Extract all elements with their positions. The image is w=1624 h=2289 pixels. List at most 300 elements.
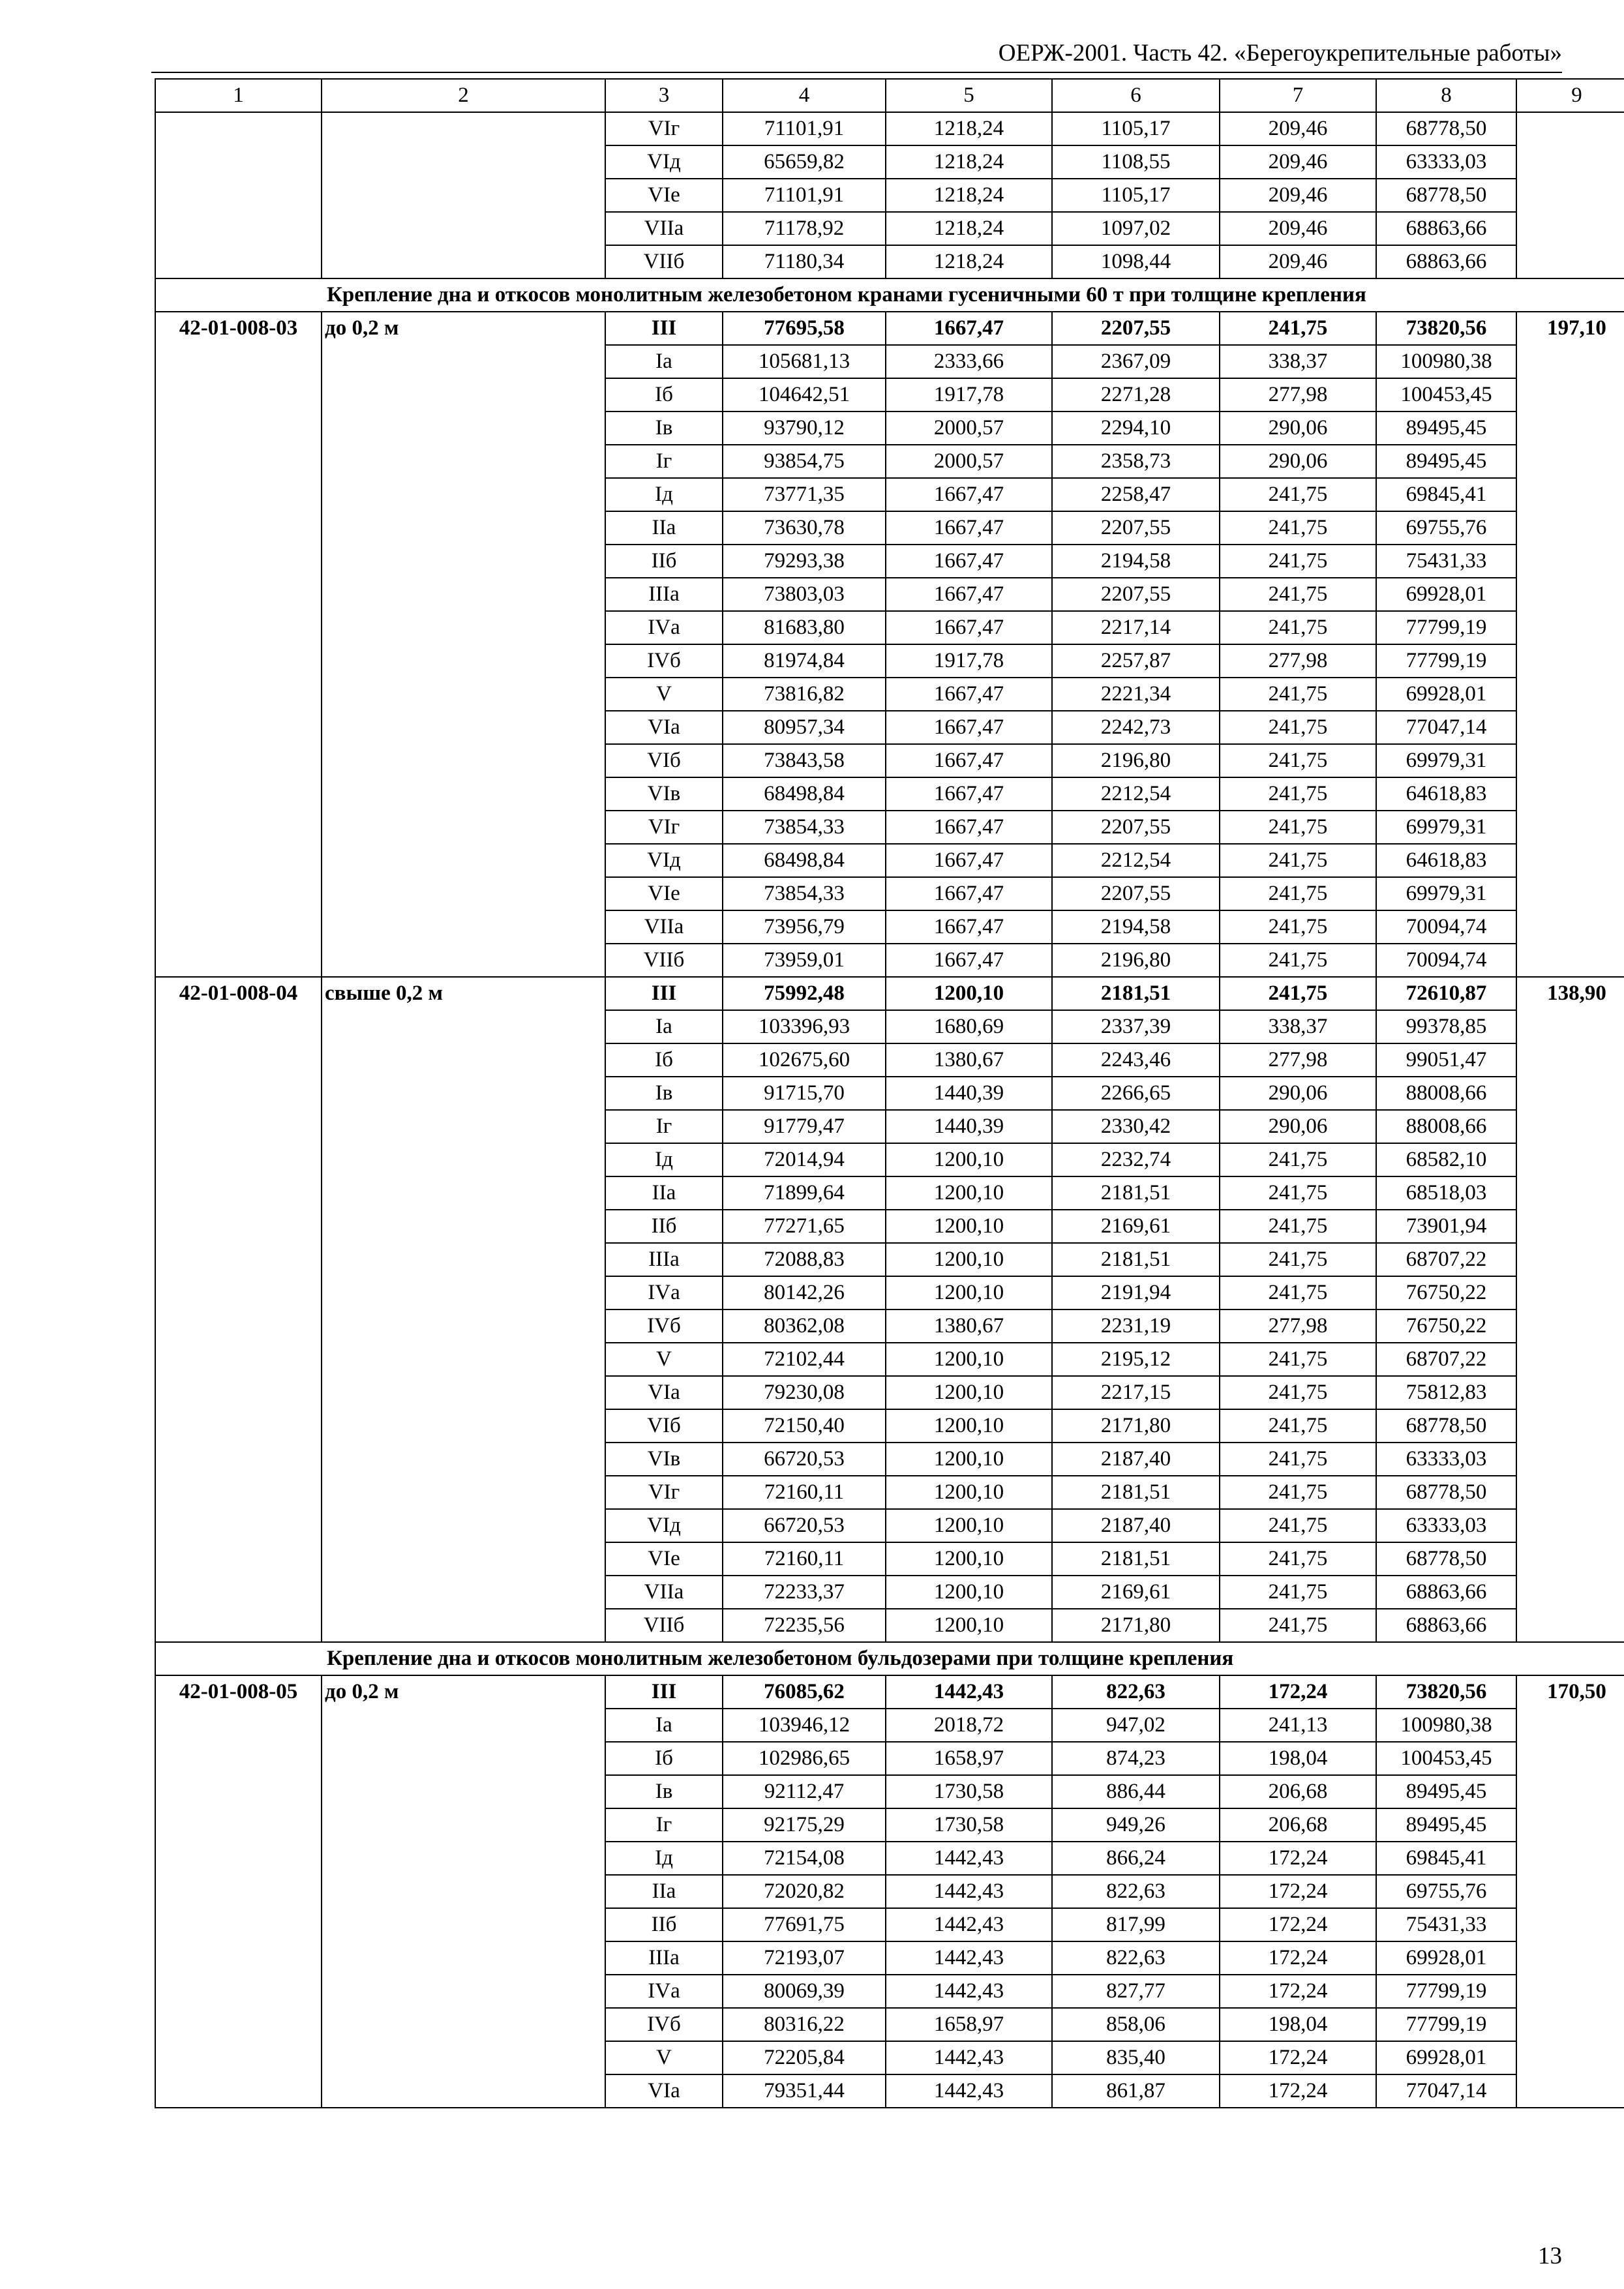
zone-cell: III bbox=[605, 977, 723, 1010]
labor-cell: 197,10 bbox=[1516, 312, 1624, 977]
total-cost-cell: 71180,34 bbox=[723, 245, 886, 278]
machine-cost-cell: 1097,02 bbox=[1052, 212, 1220, 245]
total-cost-cell: 71178,92 bbox=[723, 212, 886, 245]
column-number: 1 bbox=[155, 79, 322, 112]
machinist-wage-cell: 241,75 bbox=[1220, 678, 1376, 711]
total-cost-cell: 77695,58 bbox=[723, 312, 886, 345]
machine-cost-cell: 822,63 bbox=[1052, 1941, 1220, 1975]
total-cost-cell: 75992,48 bbox=[723, 977, 886, 1010]
wage-cell: 1380,67 bbox=[886, 1043, 1052, 1077]
machine-cost-cell: 1108,55 bbox=[1052, 145, 1220, 179]
wage-cell: 1200,10 bbox=[886, 1343, 1052, 1376]
machine-cost-cell: 2196,80 bbox=[1052, 944, 1220, 977]
column-number: 3 bbox=[605, 79, 723, 112]
materials-cell: 69979,31 bbox=[1376, 811, 1516, 844]
materials-cell: 69928,01 bbox=[1376, 578, 1516, 611]
machine-cost-cell: 2217,14 bbox=[1052, 611, 1220, 644]
total-cost-cell: 102675,60 bbox=[723, 1043, 886, 1077]
machinist-wage-cell: 198,04 bbox=[1220, 2008, 1376, 2041]
machine-cost-cell: 2232,74 bbox=[1052, 1143, 1220, 1176]
machine-cost-cell: 2217,15 bbox=[1052, 1376, 1220, 1409]
machine-cost-cell: 835,40 bbox=[1052, 2041, 1220, 2074]
total-cost-cell: 79230,08 bbox=[723, 1376, 886, 1409]
wage-cell: 1442,43 bbox=[886, 1842, 1052, 1875]
machinist-wage-cell: 198,04 bbox=[1220, 1742, 1376, 1775]
zone-cell: IVб bbox=[605, 2008, 723, 2041]
total-cost-cell: 80142,26 bbox=[723, 1276, 886, 1309]
machinist-wage-cell: 209,46 bbox=[1220, 179, 1376, 212]
machine-cost-cell: 2294,10 bbox=[1052, 411, 1220, 445]
materials-cell: 99378,85 bbox=[1376, 1010, 1516, 1043]
total-cost-cell: 73771,35 bbox=[723, 478, 886, 511]
column-number: 2 bbox=[322, 79, 605, 112]
zone-cell: IVб bbox=[605, 1309, 723, 1343]
zone-cell: Iа bbox=[605, 1010, 723, 1043]
machinist-wage-cell: 209,46 bbox=[1220, 245, 1376, 278]
zone-cell: Iа bbox=[605, 345, 723, 378]
zone-cell: VIг bbox=[605, 1476, 723, 1509]
wage-cell: 1667,47 bbox=[886, 744, 1052, 777]
materials-cell: 68778,50 bbox=[1376, 112, 1516, 145]
wage-cell: 1730,58 bbox=[886, 1775, 1052, 1808]
column-number-row bbox=[155, 79, 1624, 112]
machinist-wage-cell: 338,37 bbox=[1220, 1010, 1376, 1043]
machine-cost-cell: 2367,09 bbox=[1052, 345, 1220, 378]
machinist-wage-cell: 241,75 bbox=[1220, 1343, 1376, 1376]
total-cost-cell: 73816,82 bbox=[723, 678, 886, 711]
materials-cell: 69845,41 bbox=[1376, 478, 1516, 511]
labor-cell bbox=[1516, 112, 1624, 278]
materials-cell: 100980,38 bbox=[1376, 1709, 1516, 1742]
wage-cell: 2000,57 bbox=[886, 411, 1052, 445]
table-row bbox=[155, 977, 1624, 1010]
wage-cell: 1667,47 bbox=[886, 611, 1052, 644]
machine-cost-cell: 2194,58 bbox=[1052, 545, 1220, 578]
machine-cost-cell: 2330,42 bbox=[1052, 1110, 1220, 1143]
machinist-wage-cell: 241,75 bbox=[1220, 944, 1376, 977]
materials-cell: 75812,83 bbox=[1376, 1376, 1516, 1409]
zone-cell: IIб bbox=[605, 545, 723, 578]
materials-cell: 75431,33 bbox=[1376, 1908, 1516, 1941]
wage-cell: 1440,39 bbox=[886, 1110, 1052, 1143]
wage-cell: 1218,24 bbox=[886, 179, 1052, 212]
machine-cost-cell: 2181,51 bbox=[1052, 1542, 1220, 1576]
machinist-wage-cell: 241,75 bbox=[1220, 1176, 1376, 1210]
total-cost-cell: 80069,39 bbox=[723, 1975, 886, 2008]
machine-cost-cell: 2194,58 bbox=[1052, 910, 1220, 944]
zone-cell: VIIб bbox=[605, 245, 723, 278]
materials-cell: 76750,22 bbox=[1376, 1309, 1516, 1343]
zone-cell: VIа bbox=[605, 2074, 723, 2108]
wage-cell: 1917,78 bbox=[886, 644, 1052, 678]
column-number: 4 bbox=[723, 79, 886, 112]
total-cost-cell: 79351,44 bbox=[723, 2074, 886, 2108]
machinist-wage-cell: 277,98 bbox=[1220, 378, 1376, 411]
machinist-wage-cell: 241,75 bbox=[1220, 811, 1376, 844]
zone-cell: IVа bbox=[605, 1975, 723, 2008]
zone-cell: IIб bbox=[605, 1908, 723, 1941]
zone-cell: Iа bbox=[605, 1709, 723, 1742]
section-row bbox=[155, 1642, 1624, 1675]
total-cost-cell: 91715,70 bbox=[723, 1077, 886, 1110]
zone-cell: Iв bbox=[605, 411, 723, 445]
column-number: 6 bbox=[1052, 79, 1220, 112]
materials-cell: 77047,14 bbox=[1376, 2074, 1516, 2108]
materials-cell: 63333,03 bbox=[1376, 1509, 1516, 1542]
total-cost-cell: 104642,51 bbox=[723, 378, 886, 411]
materials-cell: 75431,33 bbox=[1376, 545, 1516, 578]
wage-cell: 1667,47 bbox=[886, 877, 1052, 910]
zone-cell: IIа bbox=[605, 1875, 723, 1908]
zone-cell: IIа bbox=[605, 1176, 723, 1210]
price-table bbox=[155, 78, 1624, 2108]
machine-cost-cell: 2181,51 bbox=[1052, 1176, 1220, 1210]
materials-cell: 68778,50 bbox=[1376, 1409, 1516, 1443]
machine-cost-cell: 1105,17 bbox=[1052, 112, 1220, 145]
wage-cell: 1658,97 bbox=[886, 2008, 1052, 2041]
machine-cost-cell: 2181,51 bbox=[1052, 1243, 1220, 1276]
zone-cell: V bbox=[605, 1343, 723, 1376]
wage-cell: 1200,10 bbox=[886, 1576, 1052, 1609]
section-row bbox=[155, 278, 1624, 312]
materials-cell: 69928,01 bbox=[1376, 678, 1516, 711]
machine-cost-cell: 2266,65 bbox=[1052, 1077, 1220, 1110]
materials-cell: 73820,56 bbox=[1376, 1675, 1516, 1709]
total-cost-cell: 68498,84 bbox=[723, 777, 886, 811]
wage-cell: 1667,47 bbox=[886, 578, 1052, 611]
machinist-wage-cell: 172,24 bbox=[1220, 2041, 1376, 2074]
zone-cell: Iд bbox=[605, 1842, 723, 1875]
total-cost-cell: 103946,12 bbox=[723, 1709, 886, 1742]
zone-cell: VIе bbox=[605, 1542, 723, 1576]
code-cell: 42-01-008-05 bbox=[155, 1675, 322, 2108]
total-cost-cell: 73843,58 bbox=[723, 744, 886, 777]
zone-cell: VIа bbox=[605, 711, 723, 744]
machine-cost-cell: 2187,40 bbox=[1052, 1443, 1220, 1476]
zone-cell: VIIа bbox=[605, 212, 723, 245]
zone-cell: VIIа bbox=[605, 910, 723, 944]
materials-cell: 99051,47 bbox=[1376, 1043, 1516, 1077]
materials-cell: 89495,45 bbox=[1376, 445, 1516, 478]
section-title: Крепление дна и откосов монолитным железобетоном кранами гусеничными 60 т при толщине крепления bbox=[155, 278, 1624, 312]
machine-cost-cell: 817,99 bbox=[1052, 1908, 1220, 1941]
machinist-wage-cell: 206,68 bbox=[1220, 1775, 1376, 1808]
machinist-wage-cell: 241,75 bbox=[1220, 1276, 1376, 1309]
wage-cell: 1200,10 bbox=[886, 1143, 1052, 1176]
machine-cost-cell: 822,63 bbox=[1052, 1875, 1220, 1908]
machine-cost-cell: 827,77 bbox=[1052, 1975, 1220, 2008]
total-cost-cell: 72235,56 bbox=[723, 1609, 886, 1642]
table-body bbox=[155, 79, 1624, 2108]
zone-cell: VIд bbox=[605, 1509, 723, 1542]
total-cost-cell: 71101,91 bbox=[723, 179, 886, 212]
zone-cell: VIг bbox=[605, 112, 723, 145]
wage-cell: 1667,47 bbox=[886, 711, 1052, 744]
machinist-wage-cell: 290,06 bbox=[1220, 411, 1376, 445]
machinist-wage-cell: 241,75 bbox=[1220, 511, 1376, 545]
machinist-wage-cell: 172,24 bbox=[1220, 1975, 1376, 2008]
total-cost-cell: 73959,01 bbox=[723, 944, 886, 977]
zone-cell: V bbox=[605, 2041, 723, 2074]
materials-cell: 88008,66 bbox=[1376, 1077, 1516, 1110]
total-cost-cell: 66720,53 bbox=[723, 1443, 886, 1476]
materials-cell: 70094,74 bbox=[1376, 944, 1516, 977]
total-cost-cell: 72088,83 bbox=[723, 1243, 886, 1276]
machinist-wage-cell: 241,75 bbox=[1220, 312, 1376, 345]
zone-cell: IIIа bbox=[605, 1243, 723, 1276]
wage-cell: 1200,10 bbox=[886, 1509, 1052, 1542]
machine-cost-cell: 2243,46 bbox=[1052, 1043, 1220, 1077]
machine-cost-cell: 2196,80 bbox=[1052, 744, 1220, 777]
machine-cost-cell: 2257,87 bbox=[1052, 644, 1220, 678]
machinist-wage-cell: 241,75 bbox=[1220, 877, 1376, 910]
zone-cell: IVа bbox=[605, 611, 723, 644]
total-cost-cell: 103396,93 bbox=[723, 1010, 886, 1043]
materials-cell: 72610,87 bbox=[1376, 977, 1516, 1010]
machine-cost-cell: 1098,44 bbox=[1052, 245, 1220, 278]
machine-cost-cell: 822,63 bbox=[1052, 1675, 1220, 1709]
machine-cost-cell: 2207,55 bbox=[1052, 811, 1220, 844]
total-cost-cell: 72233,37 bbox=[723, 1576, 886, 1609]
wage-cell: 1200,10 bbox=[886, 1476, 1052, 1509]
materials-cell: 64618,83 bbox=[1376, 777, 1516, 811]
machinist-wage-cell: 241,75 bbox=[1220, 1542, 1376, 1576]
zone-cell: VIд bbox=[605, 844, 723, 877]
machine-cost-cell: 861,87 bbox=[1052, 2074, 1220, 2108]
wage-cell: 2333,66 bbox=[886, 345, 1052, 378]
wage-cell: 1200,10 bbox=[886, 1176, 1052, 1210]
wage-cell: 1667,47 bbox=[886, 811, 1052, 844]
materials-cell: 69979,31 bbox=[1376, 877, 1516, 910]
materials-cell: 68863,66 bbox=[1376, 1576, 1516, 1609]
machinist-wage-cell: 241,75 bbox=[1220, 1509, 1376, 1542]
wage-cell: 1667,47 bbox=[886, 910, 1052, 944]
zone-cell: Iг bbox=[605, 1110, 723, 1143]
zone-cell: Iг bbox=[605, 1808, 723, 1842]
machinist-wage-cell: 241,75 bbox=[1220, 910, 1376, 944]
materials-cell: 69755,76 bbox=[1376, 1875, 1516, 1908]
zone-cell: Iг bbox=[605, 445, 723, 478]
wage-cell: 1380,67 bbox=[886, 1309, 1052, 1343]
machinist-wage-cell: 241,75 bbox=[1220, 777, 1376, 811]
materials-cell: 77799,19 bbox=[1376, 2008, 1516, 2041]
materials-cell: 68778,50 bbox=[1376, 1476, 1516, 1509]
zone-cell: Iд bbox=[605, 478, 723, 511]
labor-cell: 170,50 bbox=[1516, 1675, 1624, 2108]
wage-cell: 1440,39 bbox=[886, 1077, 1052, 1110]
zone-cell: Iб bbox=[605, 378, 723, 411]
materials-cell: 64618,83 bbox=[1376, 844, 1516, 877]
machinist-wage-cell: 172,24 bbox=[1220, 1908, 1376, 1941]
total-cost-cell: 72150,40 bbox=[723, 1409, 886, 1443]
code-cell: 42-01-008-04 bbox=[155, 977, 322, 1642]
page-number: 13 bbox=[1538, 2243, 1562, 2269]
machine-cost-cell: 2221,34 bbox=[1052, 678, 1220, 711]
zone-cell: Iв bbox=[605, 1077, 723, 1110]
machinist-wage-cell: 241,75 bbox=[1220, 744, 1376, 777]
zone-cell: III bbox=[605, 312, 723, 345]
machine-cost-cell: 2181,51 bbox=[1052, 1476, 1220, 1509]
machine-cost-cell: 2207,55 bbox=[1052, 312, 1220, 345]
total-cost-cell: 71101,91 bbox=[723, 112, 886, 145]
machinist-wage-cell: 241,75 bbox=[1220, 1576, 1376, 1609]
machine-cost-cell: 2358,73 bbox=[1052, 445, 1220, 478]
machinist-wage-cell: 241,75 bbox=[1220, 478, 1376, 511]
total-cost-cell: 73854,33 bbox=[723, 811, 886, 844]
total-cost-cell: 73956,79 bbox=[723, 910, 886, 944]
total-cost-cell: 72020,82 bbox=[723, 1875, 886, 1908]
zone-cell: IIIа bbox=[605, 578, 723, 611]
materials-cell: 68863,66 bbox=[1376, 1609, 1516, 1642]
machinist-wage-cell: 241,75 bbox=[1220, 1376, 1376, 1409]
total-cost-cell: 80957,34 bbox=[723, 711, 886, 744]
materials-cell: 73901,94 bbox=[1376, 1210, 1516, 1243]
description-cell: свыше 0,2 м bbox=[322, 977, 605, 1642]
machine-cost-cell: 2212,54 bbox=[1052, 777, 1220, 811]
wage-cell: 1442,43 bbox=[886, 1875, 1052, 1908]
wage-cell: 2018,72 bbox=[886, 1709, 1052, 1742]
machine-cost-cell: 2171,80 bbox=[1052, 1609, 1220, 1642]
wage-cell: 1667,47 bbox=[886, 478, 1052, 511]
wage-cell: 1218,24 bbox=[886, 212, 1052, 245]
table-row bbox=[155, 312, 1624, 345]
materials-cell: 77047,14 bbox=[1376, 711, 1516, 744]
total-cost-cell: 93790,12 bbox=[723, 411, 886, 445]
wage-cell: 1200,10 bbox=[886, 1542, 1052, 1576]
wage-cell: 1200,10 bbox=[886, 1243, 1052, 1276]
total-cost-cell: 72160,11 bbox=[723, 1476, 886, 1509]
materials-cell: 68582,10 bbox=[1376, 1143, 1516, 1176]
materials-cell: 68707,22 bbox=[1376, 1343, 1516, 1376]
code-cell: 42-01-008-03 bbox=[155, 312, 322, 977]
machinist-wage-cell: 290,06 bbox=[1220, 1077, 1376, 1110]
description-cell: до 0,2 м bbox=[322, 1675, 605, 2108]
materials-cell: 63333,03 bbox=[1376, 145, 1516, 179]
description-cell: до 0,2 м bbox=[322, 312, 605, 977]
machine-cost-cell: 2212,54 bbox=[1052, 844, 1220, 877]
wage-cell: 1667,47 bbox=[886, 678, 1052, 711]
wage-cell: 1442,43 bbox=[886, 2041, 1052, 2074]
total-cost-cell: 72154,08 bbox=[723, 1842, 886, 1875]
materials-cell: 88008,66 bbox=[1376, 1110, 1516, 1143]
materials-cell: 77799,19 bbox=[1376, 611, 1516, 644]
zone-cell: V bbox=[605, 678, 723, 711]
total-cost-cell: 73854,33 bbox=[723, 877, 886, 910]
zone-cell: VIа bbox=[605, 1376, 723, 1409]
machinist-wage-cell: 241,75 bbox=[1220, 545, 1376, 578]
machine-cost-cell: 2169,61 bbox=[1052, 1576, 1220, 1609]
materials-cell: 100980,38 bbox=[1376, 345, 1516, 378]
wage-cell: 1730,58 bbox=[886, 1808, 1052, 1842]
zone-cell: VIг bbox=[605, 811, 723, 844]
machine-cost-cell: 866,24 bbox=[1052, 1842, 1220, 1875]
machinist-wage-cell: 290,06 bbox=[1220, 1110, 1376, 1143]
machinist-wage-cell: 209,46 bbox=[1220, 145, 1376, 179]
machinist-wage-cell: 172,24 bbox=[1220, 1842, 1376, 1875]
wage-cell: 1200,10 bbox=[886, 1409, 1052, 1443]
machinist-wage-cell: 241,75 bbox=[1220, 1243, 1376, 1276]
machinist-wage-cell: 209,46 bbox=[1220, 112, 1376, 145]
wage-cell: 1218,24 bbox=[886, 112, 1052, 145]
section-title: Крепление дна и откосов монолитным железобетоном бульдозерами при толщине крепления bbox=[155, 1642, 1624, 1675]
wage-cell: 1442,43 bbox=[886, 1941, 1052, 1975]
machinist-wage-cell: 241,13 bbox=[1220, 1709, 1376, 1742]
wage-cell: 1667,47 bbox=[886, 312, 1052, 345]
machinist-wage-cell: 277,98 bbox=[1220, 1043, 1376, 1077]
wage-cell: 1680,69 bbox=[886, 1010, 1052, 1043]
zone-cell: VIв bbox=[605, 777, 723, 811]
machinist-wage-cell: 241,75 bbox=[1220, 611, 1376, 644]
wage-cell: 1200,10 bbox=[886, 1276, 1052, 1309]
machine-cost-cell: 886,44 bbox=[1052, 1775, 1220, 1808]
total-cost-cell: 93854,75 bbox=[723, 445, 886, 478]
labor-cell: 138,90 bbox=[1516, 977, 1624, 1642]
zone-cell: III bbox=[605, 1675, 723, 1709]
total-cost-cell: 71899,64 bbox=[723, 1176, 886, 1210]
machinist-wage-cell: 290,06 bbox=[1220, 445, 1376, 478]
total-cost-cell: 105681,13 bbox=[723, 345, 886, 378]
materials-cell: 69755,76 bbox=[1376, 511, 1516, 545]
total-cost-cell: 92175,29 bbox=[723, 1808, 886, 1842]
zone-cell: VIб bbox=[605, 1409, 723, 1443]
zone-cell: Iб bbox=[605, 1043, 723, 1077]
materials-cell: 69928,01 bbox=[1376, 2041, 1516, 2074]
machine-cost-cell: 2242,73 bbox=[1052, 711, 1220, 744]
materials-cell: 100453,45 bbox=[1376, 1742, 1516, 1775]
machine-cost-cell: 858,06 bbox=[1052, 2008, 1220, 2041]
machine-cost-cell: 947,02 bbox=[1052, 1709, 1220, 1742]
column-number: 9 bbox=[1516, 79, 1624, 112]
machinist-wage-cell: 241,75 bbox=[1220, 711, 1376, 744]
total-cost-cell: 77691,75 bbox=[723, 1908, 886, 1941]
running-header: ОЕРЖ-2001. Часть 42. «Берегоукрепительные работы» bbox=[998, 40, 1562, 67]
materials-cell: 89495,45 bbox=[1376, 1808, 1516, 1842]
machinist-wage-cell: 172,24 bbox=[1220, 1675, 1376, 1709]
zone-cell: Iб bbox=[605, 1742, 723, 1775]
wage-cell: 1658,97 bbox=[886, 1742, 1052, 1775]
materials-cell: 68778,50 bbox=[1376, 1542, 1516, 1576]
wage-cell: 1667,47 bbox=[886, 944, 1052, 977]
wage-cell: 1667,47 bbox=[886, 844, 1052, 877]
machinist-wage-cell: 241,75 bbox=[1220, 1443, 1376, 1476]
zone-cell: VIе bbox=[605, 877, 723, 910]
total-cost-cell: 102986,65 bbox=[723, 1742, 886, 1775]
total-cost-cell: 77271,65 bbox=[723, 1210, 886, 1243]
zone-cell: VIв bbox=[605, 1443, 723, 1476]
machinist-wage-cell: 241,75 bbox=[1220, 844, 1376, 877]
machine-cost-cell: 2231,19 bbox=[1052, 1309, 1220, 1343]
zone-cell: VIб bbox=[605, 744, 723, 777]
column-number: 5 bbox=[886, 79, 1052, 112]
wage-cell: 1442,43 bbox=[886, 1975, 1052, 2008]
materials-cell: 68863,66 bbox=[1376, 245, 1516, 278]
wage-cell: 1200,10 bbox=[886, 977, 1052, 1010]
materials-cell: 89495,45 bbox=[1376, 1775, 1516, 1808]
materials-cell: 63333,03 bbox=[1376, 1443, 1516, 1476]
wage-cell: 1667,47 bbox=[886, 777, 1052, 811]
machinist-wage-cell: 241,75 bbox=[1220, 977, 1376, 1010]
code-cell bbox=[155, 112, 322, 278]
wage-cell: 1218,24 bbox=[886, 245, 1052, 278]
machine-cost-cell: 2207,55 bbox=[1052, 877, 1220, 910]
machine-cost-cell: 874,23 bbox=[1052, 1742, 1220, 1775]
materials-cell: 68707,22 bbox=[1376, 1243, 1516, 1276]
wage-cell: 1218,24 bbox=[886, 145, 1052, 179]
wage-cell: 1200,10 bbox=[886, 1609, 1052, 1642]
machinist-wage-cell: 241,75 bbox=[1220, 1210, 1376, 1243]
total-cost-cell: 73630,78 bbox=[723, 511, 886, 545]
total-cost-cell: 76085,62 bbox=[723, 1675, 886, 1709]
